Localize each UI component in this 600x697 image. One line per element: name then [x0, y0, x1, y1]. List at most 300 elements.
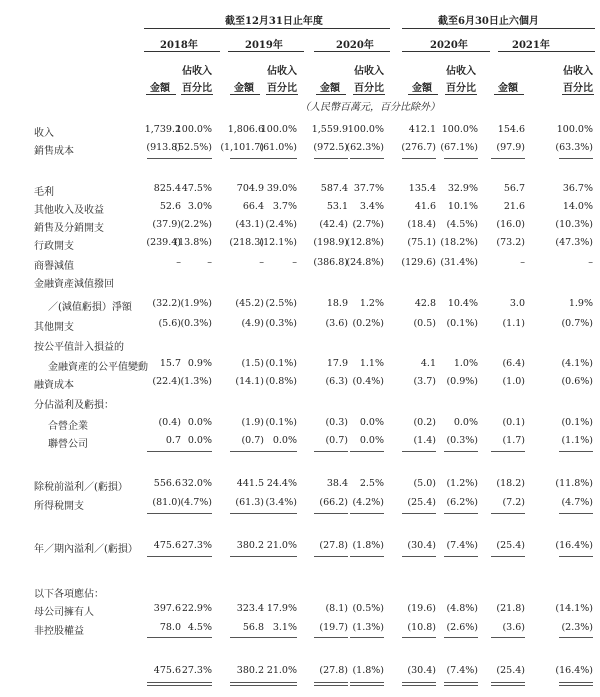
- total-double-rule: [444, 682, 478, 683]
- cell-percent: 0.0%: [359, 435, 384, 446]
- cell-amount: (25.4): [407, 497, 436, 508]
- row-label: 銷售及分銷開支: [34, 223, 104, 234]
- cell-percent: (1.8%): [352, 665, 384, 676]
- subtotal-rule: [230, 451, 264, 452]
- cell-percent: (14.1%): [555, 603, 593, 614]
- cell-amount: 397.6: [153, 603, 181, 614]
- cell-amount: 135.4: [408, 183, 436, 194]
- cell-amount: (19.7): [319, 622, 348, 633]
- subtotal-rule: [263, 513, 297, 514]
- cell-amount: (73.2): [496, 237, 525, 248]
- subtotal-rule: [147, 556, 181, 557]
- cell-amount: 17.9: [326, 358, 348, 369]
- cell-percent: (12.1%): [259, 237, 297, 248]
- row-label: 合營企業: [48, 421, 88, 432]
- cell-percent: (0.4%): [352, 376, 384, 387]
- cell-percent: (63.3%): [555, 142, 593, 153]
- cell-percent: 32.0%: [181, 478, 212, 489]
- cell-amount: 0.7: [165, 435, 181, 446]
- cell-percent: 0.0%: [187, 417, 212, 428]
- cell-percent: (1.3%): [352, 622, 384, 633]
- cell-amount: 41.6: [414, 201, 436, 212]
- subtotal-rule: [491, 451, 525, 452]
- cell-percent: (6.2%): [446, 497, 478, 508]
- cell-amount: (0.7): [241, 435, 264, 446]
- cell-amount: 4.1: [420, 358, 436, 369]
- total-double-rule: [314, 682, 348, 683]
- total-double-rule: [314, 685, 348, 686]
- cell-percent: (10.3%): [555, 219, 593, 230]
- cell-percent: 21.0%: [266, 665, 297, 676]
- cell-amount: (913.8): [146, 142, 181, 153]
- col-header-amount: 金額: [498, 83, 518, 94]
- cell-percent: 0.0%: [272, 435, 297, 446]
- cell-percent: (2.7%): [352, 219, 384, 230]
- col-header-amount: 金額: [320, 83, 340, 94]
- subtotal-rule: [230, 513, 264, 514]
- row-label: 以下各項應佔：: [34, 589, 104, 600]
- row-label: 毛利: [34, 187, 54, 198]
- cell-amount: (32.2): [152, 298, 181, 309]
- row-label: 年／期內溢利／(虧損）: [34, 544, 138, 555]
- subtotal-rule: [402, 637, 436, 638]
- cell-amount: (81.0): [152, 497, 181, 508]
- subtotal-rule: [444, 451, 478, 452]
- subtotal-rule: [147, 637, 181, 638]
- cell-percent: 1.1%: [359, 358, 384, 369]
- group-rule-year: [144, 28, 390, 29]
- cell-amount: (75.1): [407, 237, 436, 248]
- total-double-rule: [178, 682, 212, 683]
- cell-percent: (47.3%): [555, 237, 593, 248]
- subtotal-rule: [444, 556, 478, 557]
- cell-percent: 1.9%: [568, 298, 593, 309]
- col-header-pct-line1: 佔收入: [446, 66, 476, 77]
- cell-percent: 100.0%: [441, 124, 478, 135]
- cell-amount: (61.3): [235, 497, 264, 508]
- cell-percent: 14.0%: [562, 201, 593, 212]
- subtotal-rule: [559, 451, 593, 452]
- subtotal-rule: [444, 513, 478, 514]
- subtotal-rule: [230, 556, 264, 557]
- row-label: 金融資產的公平值變動: [48, 362, 148, 373]
- cell-percent: (0.3%): [446, 435, 478, 446]
- cell-percent: –: [588, 257, 593, 268]
- cell-percent: (0.3%): [265, 318, 297, 329]
- total-double-rule: [263, 682, 297, 683]
- subtotal-rule: [350, 556, 384, 557]
- cell-percent: 27.3%: [181, 540, 212, 551]
- subtotal-rule: [178, 513, 212, 514]
- total-double-rule: [230, 685, 264, 686]
- cell-percent: 17.9%: [266, 603, 297, 614]
- cell-amount: 1,806.6: [227, 124, 264, 135]
- subtotal-rule: [491, 556, 525, 557]
- cell-percent: –: [292, 257, 297, 268]
- cell-amount: 475.6: [153, 665, 181, 676]
- subtotal-rule: [444, 637, 478, 638]
- cell-amount: (3.6): [325, 318, 348, 329]
- cell-percent: 37.7%: [353, 183, 384, 194]
- cell-percent: 0.9%: [187, 358, 212, 369]
- row-label: 其他收入及收益: [34, 205, 104, 216]
- cell-percent: 22.9%: [181, 603, 212, 614]
- cell-percent: (3.4%): [265, 497, 297, 508]
- cell-amount: (8.1): [325, 603, 348, 614]
- cell-percent: (18.2%): [440, 237, 478, 248]
- col-header-pct-line2: 百分比: [446, 83, 476, 94]
- cell-amount: (0.4): [158, 417, 181, 428]
- cell-percent: 3.4%: [359, 201, 384, 212]
- row-label: 除稅前溢利／(虧損）: [34, 482, 128, 493]
- cell-percent: (62.3%): [346, 142, 384, 153]
- cell-amount: (1.9): [241, 417, 264, 428]
- cell-amount: 475.6: [153, 540, 181, 551]
- subtotal-rule: [147, 158, 181, 159]
- cell-amount: 42.8: [414, 298, 436, 309]
- subtotal-rule: [314, 451, 348, 452]
- total-double-rule: [147, 685, 181, 686]
- cell-amount: 52.6: [159, 201, 181, 212]
- total-double-rule: [559, 682, 593, 683]
- total-double-rule: [178, 685, 212, 686]
- cell-amount: 380.2: [236, 665, 264, 676]
- row-label: 金融資產減值撥回: [34, 279, 114, 290]
- cell-amount: 15.7: [159, 358, 181, 369]
- cell-amount: (42.4): [319, 219, 348, 230]
- cell-amount: (0.1): [502, 417, 525, 428]
- subtotal-rule: [491, 158, 525, 159]
- row-label: 商譽減值: [34, 261, 74, 272]
- cell-amount: –: [259, 257, 264, 268]
- cell-amount: (21.8): [496, 603, 525, 614]
- cell-amount: (18.4): [407, 219, 436, 230]
- subtotal-rule: [402, 513, 436, 514]
- cell-amount: 412.1: [408, 124, 436, 135]
- cell-percent: (61.0%): [259, 142, 297, 153]
- cell-percent: (0.1%): [265, 417, 297, 428]
- cell-percent: 100.0%: [347, 124, 384, 135]
- subtotal-rule: [314, 637, 348, 638]
- cell-amount: (1.0): [502, 376, 525, 387]
- row-label: 所得稅開支: [34, 501, 84, 512]
- year-header-2018: 2018年: [160, 40, 198, 51]
- cell-amount: (27.8): [319, 540, 348, 551]
- cell-percent: (7.4%): [446, 540, 478, 551]
- cell-amount: 154.6: [497, 124, 525, 135]
- cell-amount: (1.4): [413, 435, 436, 446]
- subtotal-rule: [350, 158, 384, 159]
- cell-percent: (12.8%): [346, 237, 384, 248]
- cell-amount: –: [520, 257, 525, 268]
- subtotal-rule: [263, 451, 297, 452]
- cell-amount: (25.4): [496, 665, 525, 676]
- cell-amount: (97.9): [496, 142, 525, 153]
- total-double-rule: [350, 685, 384, 686]
- subtotal-rule: [178, 158, 212, 159]
- cell-percent: (1.9%): [180, 298, 212, 309]
- cell-amount: 441.5: [236, 478, 264, 489]
- subtotal-rule: [314, 513, 348, 514]
- col-header-pct-line1: 佔收入: [182, 66, 212, 77]
- cell-percent: 100.0%: [260, 124, 297, 135]
- cell-amount: (66.2): [319, 497, 348, 508]
- row-label: ／(減值虧損）淨額: [48, 302, 132, 313]
- subtotal-rule: [178, 556, 212, 557]
- cell-amount: –: [176, 257, 181, 268]
- row-label: 融資成本: [34, 380, 74, 391]
- subtotal-rule: [230, 158, 264, 159]
- unit-note: （人民幣百萬元，百分比除外）: [300, 102, 440, 113]
- cell-percent: 3.1%: [272, 622, 297, 633]
- total-double-rule: [230, 682, 264, 683]
- cell-percent: (0.1%): [561, 417, 593, 428]
- cell-percent: (4.8%): [446, 603, 478, 614]
- cell-percent: 21.0%: [266, 540, 297, 551]
- cell-amount: (218.3): [229, 237, 264, 248]
- cell-amount: 56.8: [242, 622, 264, 633]
- group-rule-half: [402, 28, 595, 29]
- year-header-2021-half: 2021年: [512, 40, 550, 51]
- cell-percent: 24.4%: [266, 478, 297, 489]
- cell-percent: (2.3%): [561, 622, 593, 633]
- cell-amount: (14.1): [235, 376, 264, 387]
- cell-percent: (31.4%): [440, 257, 478, 268]
- cell-amount: 1,559.9: [311, 124, 348, 135]
- subtotal-rule: [402, 451, 436, 452]
- subtotal-rule: [178, 637, 212, 638]
- cell-percent: (1.2%): [446, 478, 478, 489]
- cell-percent: –: [207, 257, 212, 268]
- subtotal-rule: [559, 158, 593, 159]
- subtotal-rule: [263, 637, 297, 638]
- subtotal-rule: [559, 637, 593, 638]
- cell-amount: (4.9): [241, 318, 264, 329]
- subtotal-rule: [402, 158, 436, 159]
- cell-percent: (67.1%): [440, 142, 478, 153]
- cell-percent: (2.5%): [265, 298, 297, 309]
- subtotal-rule: [147, 451, 181, 452]
- total-double-rule: [491, 685, 525, 686]
- cell-percent: 10.1%: [447, 201, 478, 212]
- col-header-pct-line2: 百分比: [182, 83, 212, 94]
- cell-percent: (4.7%): [561, 497, 593, 508]
- cell-amount: (45.2): [235, 298, 264, 309]
- cell-amount: (43.1): [235, 219, 264, 230]
- cell-amount: (30.4): [407, 665, 436, 676]
- cell-percent: (0.6%): [561, 376, 593, 387]
- col-header-pct-line2: 百分比: [563, 83, 593, 94]
- row-label: 聯營公司: [48, 439, 88, 450]
- cell-amount: (972.5): [313, 142, 348, 153]
- cell-percent: (4.1%): [561, 358, 593, 369]
- total-double-rule: [559, 685, 593, 686]
- subtotal-rule: [350, 637, 384, 638]
- col-header-amount: 金額: [234, 83, 254, 94]
- cell-percent: (4.7%): [180, 497, 212, 508]
- cell-amount: (0.7): [325, 435, 348, 446]
- cell-percent: (24.8%): [346, 257, 384, 268]
- cell-percent: (1.3%): [180, 376, 212, 387]
- col-header-pct-line1: 佔收入: [267, 66, 297, 77]
- subtotal-rule: [444, 158, 478, 159]
- subtotal-rule: [147, 513, 181, 514]
- cell-amount: 66.4: [242, 201, 264, 212]
- cell-percent: 100.0%: [175, 124, 212, 135]
- cell-percent: (0.7%): [561, 318, 593, 329]
- subtotal-rule: [230, 637, 264, 638]
- cell-percent: (1.1%): [561, 435, 593, 446]
- row-label: 行政開支: [34, 241, 74, 252]
- col-header-pct-line2: 百分比: [354, 83, 384, 94]
- subtotal-rule: [350, 451, 384, 452]
- cell-amount: (18.2): [496, 478, 525, 489]
- cell-amount: 1,739.2: [144, 124, 181, 135]
- cell-amount: (22.4): [152, 376, 181, 387]
- cell-amount: (37.9): [152, 219, 181, 230]
- cell-percent: 0.0%: [359, 417, 384, 428]
- row-label: 按公平值計入損益的: [34, 342, 124, 353]
- total-double-rule: [147, 682, 181, 683]
- cell-percent: (13.8%): [174, 237, 212, 248]
- cell-amount: 380.2: [236, 540, 264, 551]
- subtotal-rule: [263, 556, 297, 557]
- total-double-rule: [491, 682, 525, 683]
- row-label: 母公司擁有人: [34, 607, 94, 618]
- subtotal-rule: [491, 637, 525, 638]
- total-double-rule: [444, 685, 478, 686]
- cell-percent: 3.7%: [272, 201, 297, 212]
- total-double-rule: [402, 685, 436, 686]
- cell-amount: (129.6): [401, 257, 436, 268]
- col-header-pct-line1: 佔收入: [354, 66, 384, 77]
- cell-amount: (0.3): [325, 417, 348, 428]
- cell-amount: (1,101.7): [220, 142, 264, 153]
- cell-amount: (1.1): [502, 318, 525, 329]
- year-header-2020-half: 2020年: [430, 40, 468, 51]
- row-label: 銷售成本: [34, 146, 74, 157]
- cell-percent: (16.4%): [555, 665, 593, 676]
- cell-percent: (16.4%): [555, 540, 593, 551]
- cell-amount: (25.4): [496, 540, 525, 551]
- cell-percent: 39.0%: [266, 183, 297, 194]
- cell-percent: 47.5%: [181, 183, 212, 194]
- total-double-rule: [350, 682, 384, 683]
- cell-percent: 1.0%: [453, 358, 478, 369]
- cell-percent: 36.7%: [562, 183, 593, 194]
- cell-amount: 56.7: [503, 183, 525, 194]
- subtotal-rule: [559, 513, 593, 514]
- cell-amount: (239.4): [146, 237, 181, 248]
- cell-amount: (5.0): [413, 478, 436, 489]
- cell-amount: 556.6: [153, 478, 181, 489]
- cell-percent: (0.8%): [265, 376, 297, 387]
- cell-percent: (0.9%): [446, 376, 478, 387]
- group-header-year: 截至12月31日止年度: [225, 16, 323, 27]
- year-header-2019: 2019年: [245, 40, 283, 51]
- cell-percent: 0.0%: [453, 417, 478, 428]
- cell-amount: 587.4: [320, 183, 348, 194]
- cell-amount: (3.7): [413, 376, 436, 387]
- cell-amount: (30.4): [407, 540, 436, 551]
- cell-percent: (0.1%): [265, 358, 297, 369]
- cell-percent: (0.5%): [352, 603, 384, 614]
- total-double-rule: [263, 685, 297, 686]
- cell-amount: (1.7): [502, 435, 525, 446]
- cell-amount: (3.6): [502, 622, 525, 633]
- cell-percent: 3.0%: [187, 201, 212, 212]
- cell-amount: 21.6: [503, 201, 525, 212]
- cell-amount: (0.2): [413, 417, 436, 428]
- total-double-rule: [402, 682, 436, 683]
- subtotal-rule: [491, 513, 525, 514]
- subtotal-rule: [314, 158, 348, 159]
- cell-percent: (2.4%): [265, 219, 297, 230]
- cell-amount: (6.3): [325, 376, 348, 387]
- cell-amount: (27.8): [319, 665, 348, 676]
- cell-percent: 10.4%: [447, 298, 478, 309]
- col-header-amount: 金額: [150, 83, 170, 94]
- col-header-pct-line2: 百分比: [267, 83, 297, 94]
- cell-amount: 53.1: [326, 201, 348, 212]
- cell-percent: (4.5%): [446, 219, 478, 230]
- col-header-pct-line1: 佔收入: [563, 66, 593, 77]
- cell-amount: 323.4: [236, 603, 264, 614]
- cell-amount: 38.4: [326, 478, 348, 489]
- subtotal-rule: [263, 158, 297, 159]
- cell-percent: (7.4%): [446, 665, 478, 676]
- cell-amount: (386.8): [313, 257, 348, 268]
- cell-percent: (4.2%): [352, 497, 384, 508]
- cell-amount: 704.9: [236, 183, 264, 194]
- cell-amount: 3.0: [509, 298, 525, 309]
- row-label: 其他開支: [34, 322, 74, 333]
- cell-percent: 27.3%: [181, 665, 212, 676]
- row-label: 收入: [34, 128, 54, 139]
- cell-percent: (0.1%): [446, 318, 478, 329]
- cell-percent: 2.5%: [359, 478, 384, 489]
- cell-amount: 18.9: [326, 298, 348, 309]
- cell-percent: (11.8%): [555, 478, 593, 489]
- year-header-2020: 2020年: [336, 40, 374, 51]
- cell-amount: (276.7): [401, 142, 436, 153]
- cell-amount: (16.0): [496, 219, 525, 230]
- cell-percent: (0.2%): [352, 318, 384, 329]
- cell-amount: (5.6): [158, 318, 181, 329]
- cell-amount: 825.4: [153, 183, 181, 194]
- cell-amount: (0.5): [413, 318, 436, 329]
- cell-percent: 1.2%: [359, 298, 384, 309]
- cell-amount: (7.2): [502, 497, 525, 508]
- cell-percent: 0.0%: [187, 435, 212, 446]
- cell-amount: (6.4): [502, 358, 525, 369]
- cell-percent: (1.8%): [352, 540, 384, 551]
- cell-percent: 32.9%: [447, 183, 478, 194]
- group-header-half: 截至6月30日止六個月: [438, 16, 539, 27]
- cell-amount: (19.6): [407, 603, 436, 614]
- row-label: 非控股權益: [34, 626, 84, 637]
- cell-amount: (198.9): [313, 237, 348, 248]
- cell-percent: (2.2%): [180, 219, 212, 230]
- col-header-amount: 金額: [412, 83, 432, 94]
- cell-percent: (52.5%): [174, 142, 212, 153]
- cell-amount: (1.5): [241, 358, 264, 369]
- subtotal-rule: [559, 556, 593, 557]
- subtotal-rule: [402, 556, 436, 557]
- row-label: 分佔溢利及虧損：: [34, 400, 114, 411]
- cell-percent: 4.5%: [187, 622, 212, 633]
- subtotal-rule: [350, 513, 384, 514]
